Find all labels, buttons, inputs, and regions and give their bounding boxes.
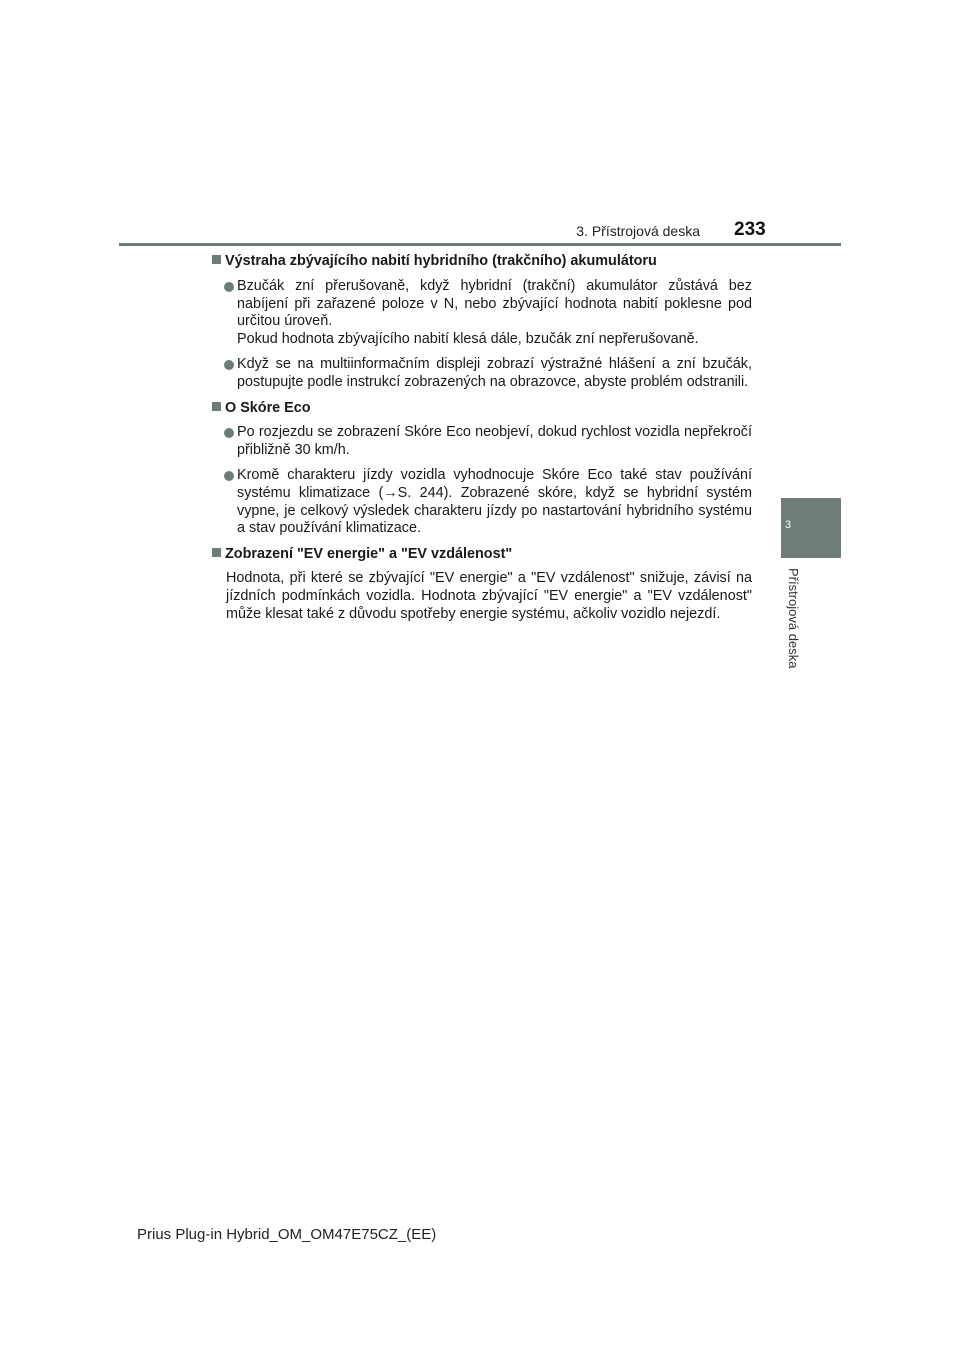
round-bullet-icon — [224, 428, 234, 438]
round-bullet-icon — [224, 360, 234, 370]
section-eco-score — [212, 400, 752, 539]
section-battery-warning — [212, 253, 752, 392]
section-heading-text: Výstraha zbývajícího nabití hybridního (trakčního) akumulátoru — [225, 253, 657, 269]
text-line: Pokud hodnota zbývajícího nabití klesá dále, bzučák zní nepřerušovaně. — [237, 331, 699, 348]
chapter-tab-number: 3 — [784, 519, 792, 531]
square-bullet-icon — [212, 402, 221, 411]
list-item — [212, 424, 752, 460]
footer-document-id: Prius Plug-in Hybrid_OM_OM47E75CZ_(EE) — [137, 1226, 437, 1243]
page-content — [212, 253, 752, 623]
text-line: Po rozjezdu se zobrazení Skóre Eco neobjeví, dokud rychlost vozidla nepřekročí přibližně 30 km/h. — [237, 424, 752, 459]
header-section-title: 3. Přístrojová deska — [576, 223, 700, 239]
list-item — [212, 467, 752, 538]
text-line: Když se na multiinformačním displeji zobrazí výstražné hlášení a zní bzučák, postupujte podle instrukcí zobrazených na obrazovce, abyste problém odstranili. — [237, 355, 752, 390]
list-item — [212, 356, 752, 392]
square-bullet-icon — [212, 255, 221, 264]
section-heading — [212, 253, 752, 271]
section-ev-display — [212, 546, 752, 623]
list-item-text — [237, 467, 752, 538]
text-line: Kromě charakteru jízdy vozidla vyhodnocuje Skóre Eco také stav používání systému klimatizace (→S. 244). Zobrazené skóre, když se hybridní systém vypne, je celkový výsledek charakteru jízdy po nastartování hybridního systému a stav používání klimatizace. — [237, 466, 752, 537]
section-heading-text: O Skóre Eco — [225, 399, 311, 416]
section-heading — [212, 546, 752, 564]
list-item — [212, 278, 752, 349]
page-number: 233 — [734, 219, 766, 240]
list-item-text — [237, 424, 752, 460]
round-bullet-icon — [224, 282, 234, 292]
section-heading-text: Zobrazení "EV energie" a "EV vzdálenost" — [225, 546, 513, 563]
section-heading — [212, 400, 752, 418]
text-line: Bzučák zní přerušovaně, když hybridní (trakční) akumulátor zůstává bez nabíjení při zařazené poloze v N, nebo zbývající hodnota nabití poklesne pod určitou úroveň. — [237, 277, 752, 330]
header-divider — [119, 243, 841, 246]
section-paragraph: Hodnota, při které se zbývající "EV energie" a "EV vzdálenost" snižuje, závisí na jízdních podmínkách vozidla. Hodnota zbývající "EV energie" a "EV vzdálenost" může klesat také z důvodu spotřeby energie systému, ačkoliv vozidlo nejezdí. — [226, 569, 752, 622]
round-bullet-icon — [224, 471, 234, 481]
list-item-text — [237, 356, 752, 392]
list-item-text — [237, 278, 752, 349]
square-bullet-icon — [212, 548, 221, 557]
chapter-tab-label: Přístrojová deska — [786, 568, 801, 669]
